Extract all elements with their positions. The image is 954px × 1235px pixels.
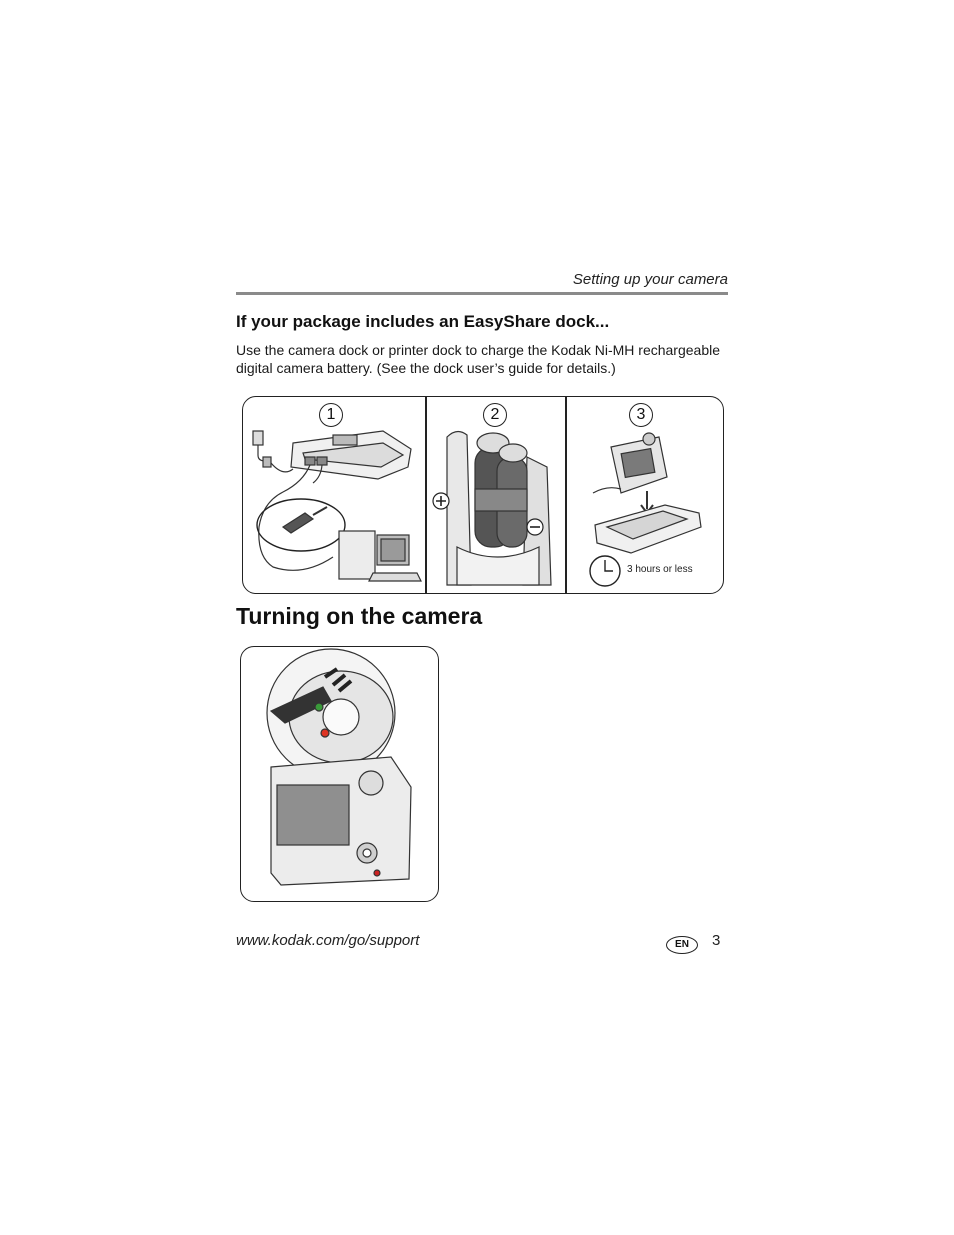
section-body: Use the camera dock or printer dock to charge the Kodak Ni-MH rechargeable digital camera battery. (See the dock user’s guide for details.) — [236, 342, 721, 376]
header-rule — [236, 292, 728, 295]
camera-mode-dial-illustration — [241, 647, 438, 901]
step-1-number: 1 — [319, 403, 343, 427]
step-2-cell — [427, 397, 565, 593]
turning-on-heading: Turning on the camera — [236, 603, 483, 629]
section-subheading: If your package includes an EasyShare dock... — [236, 312, 610, 331]
step-1-cell — [243, 397, 425, 593]
charge-time-label: 3 hours or less — [627, 564, 693, 575]
step-3-cell — [567, 397, 723, 593]
footer-url: www.kodak.com/go/support — [236, 932, 420, 949]
language-badge: EN — [666, 936, 698, 954]
clock-icon — [590, 556, 620, 586]
running-head: Setting up your camera — [572, 271, 728, 288]
camera-mode-dial-panel — [240, 646, 439, 902]
step-2-number: 2 — [483, 403, 507, 427]
step-3-number: 3 — [629, 403, 653, 427]
dock-steps-panel — [242, 396, 724, 594]
page-number: 3 — [712, 932, 721, 949]
